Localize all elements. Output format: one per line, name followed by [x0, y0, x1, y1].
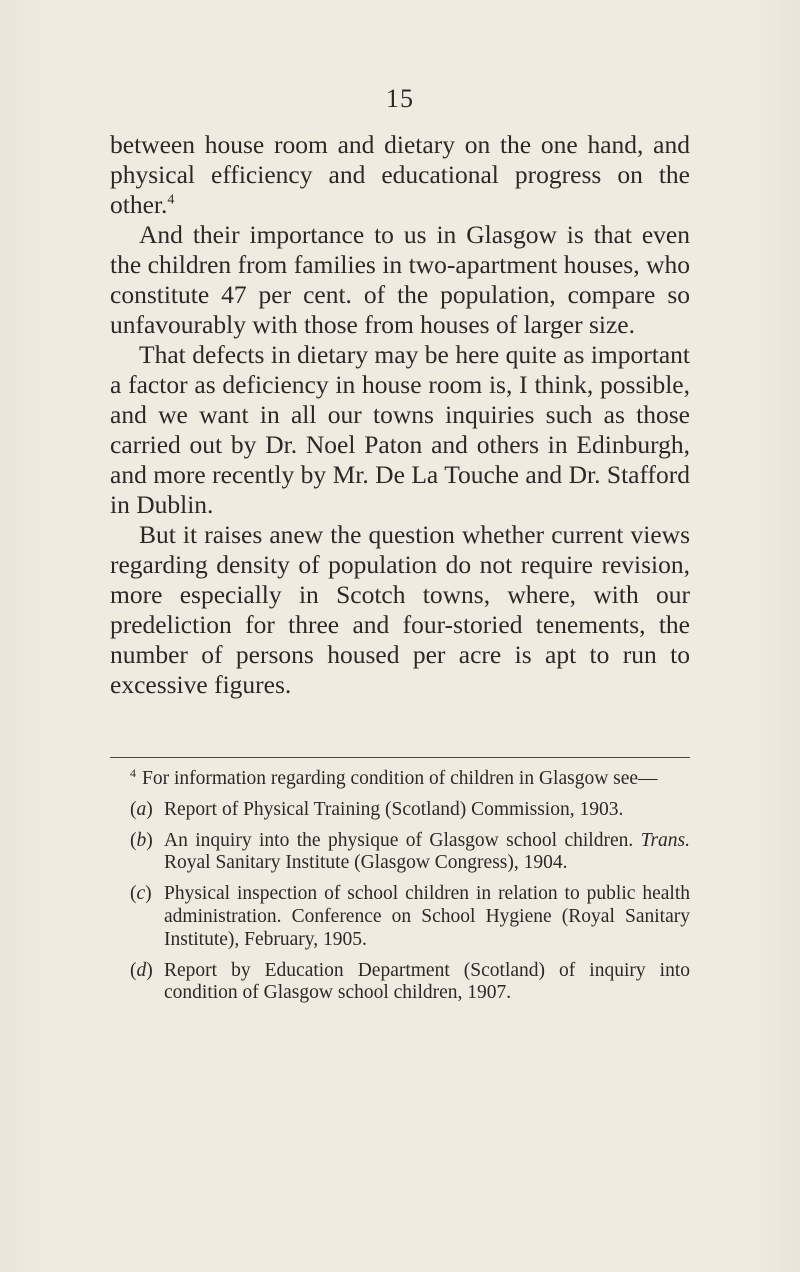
footnote-text-b: An inquiry into the physique of Glasgow school children. [164, 829, 634, 851]
footnote-label-c: (c) [130, 883, 152, 905]
footnote-text-c: Physical inspection of school children in relation to public health administration. Conference on School Hygiene (Royal Sanitary Institute), February, 1905. [164, 883, 690, 950]
footnote-item-a [110, 799, 690, 822]
page-number: 15 [386, 84, 414, 113]
footnote-item-d [110, 960, 690, 1006]
footnote-intro-text: For information regarding condition of children in Glasgow see— [142, 768, 658, 789]
footnote-text-a: Report of Physical Training (Scotland) Commission, 1903. [164, 798, 624, 820]
footnote-italic-trans: Trans. [640, 829, 691, 851]
footnote-label-b: (b) [130, 829, 153, 851]
footnote-label-a: (a) [130, 798, 153, 820]
footnote-text-d: Report by Education Department (Scotland) of inquiry into condition of Glasgow school children, 1907. [164, 959, 690, 1004]
footnote-label-d: (d) [130, 959, 153, 981]
paragraph-3: That defects in dietary may be here quite as important a factor as deficiency in house room is, I think, possible, and we want in all our towns inquiries such as those carried out by Dr. Noel Paton and others in Edinburgh, and more recently by Mr. De La Touche and Dr. Stafford in Dublin. [110, 340, 690, 519]
footnotes [110, 765, 691, 1013]
paragraph-1-text: between house room and dietary on the one hand, and physical efficiency and educational progress on the other. [110, 130, 690, 219]
footnote-intro [110, 765, 690, 791]
footnote-text-b-after: Royal Sanitary Institute (Glasgow Congress), 1904. [164, 852, 568, 874]
paragraph-4: But it raises anew the question whether current views regarding density of population do not require revision, more especially in Scotch towns, where, with our predeliction for three and four-storied tenements, the number of persons housed per acre is apt to run to excessive figures. [110, 520, 690, 699]
footnote-list [110, 799, 690, 1005]
footnote-reference: 4 [167, 192, 175, 208]
body-text [110, 130, 690, 700]
paragraph-1 [110, 130, 690, 220]
footnote-divider [110, 757, 690, 758]
paragraph-2: And their importance to us in Glasgow is that even the children from families in two-apartment houses, who constitute 47 per cent. of the population, compare so unfavourably with those from houses of larger size. [110, 220, 690, 339]
footnote-item-b [110, 830, 690, 876]
footnote-item-c [110, 883, 690, 951]
footnote-mark: 4 [130, 765, 136, 780]
